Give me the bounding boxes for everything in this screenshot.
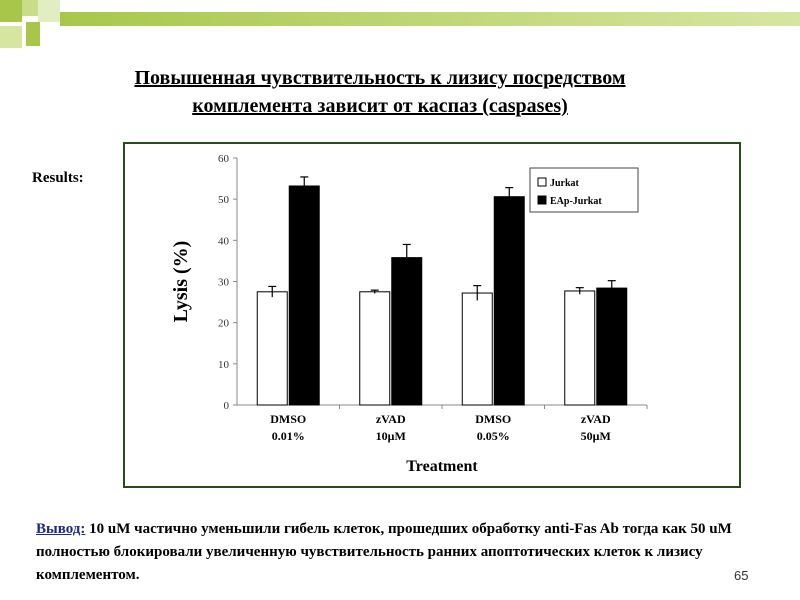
bar-chart [125,144,739,486]
x-category-label: zVAD [375,412,406,426]
bar-jurkat [257,292,287,405]
decor-square-4 [0,26,22,48]
conclusion-label: Вывод: [36,521,86,537]
x-category-label: DMSO [475,412,512,426]
conclusion-text: 10 uM частично уменьшили гибель клеток, прошедших обработку anti-Fas Ab тогда как 50 uM полностью блокировали увеличенную чувствительность ранних апоптотических клеток к лизису комплементом. [36,521,732,583]
bar-jurkat [565,291,595,405]
slide-title-line2: комплемента зависит от каспаз (caspases) [192,95,568,117]
chart-frame [123,142,741,488]
y-tick-label: 50 [218,194,229,207]
bar-jurkat [360,292,390,405]
y-tick-label: 10 [218,358,229,371]
decor-square-5 [26,22,40,46]
conclusion [36,518,776,587]
x-axis-title: Treatment [406,458,478,475]
y-tick-label: 40 [218,235,229,248]
bar-eap-jurkat [494,197,524,405]
bar-jurkat [462,293,492,405]
decor-square-1 [0,0,22,22]
slide-title-line1: Повышенная чувствительность к лизису посредством [134,67,626,89]
legend-swatch [538,196,546,204]
x-category-label: 0.01% [271,429,305,443]
legend-label: Jurkat [550,178,579,189]
x-category-label: 50μM [580,429,611,443]
page-number: 65 [734,568,749,583]
bar-eap-jurkat [597,288,627,405]
bar-eap-jurkat [392,258,422,405]
legend-swatch [538,178,546,186]
decor-square-3 [38,0,60,22]
results-label: Results: [32,170,84,186]
y-tick-label: 0 [223,400,229,412]
x-category-label: zVAD [580,412,611,426]
y-tick-label: 60 [218,153,229,165]
header-gradient-bar [60,12,800,26]
x-category-label: DMSO [270,412,307,426]
bar-eap-jurkat [289,186,319,405]
slide-title [30,64,730,120]
y-tick-label: 30 [218,276,229,289]
legend-label: EAp-Jurkat [550,196,602,207]
y-axis-title: Lysis (%) [170,240,192,323]
x-category-label: 0.05% [476,429,510,443]
y-tick-label: 20 [218,317,229,330]
x-category-label: 10μM [375,429,406,443]
decor-square-2 [22,0,38,16]
